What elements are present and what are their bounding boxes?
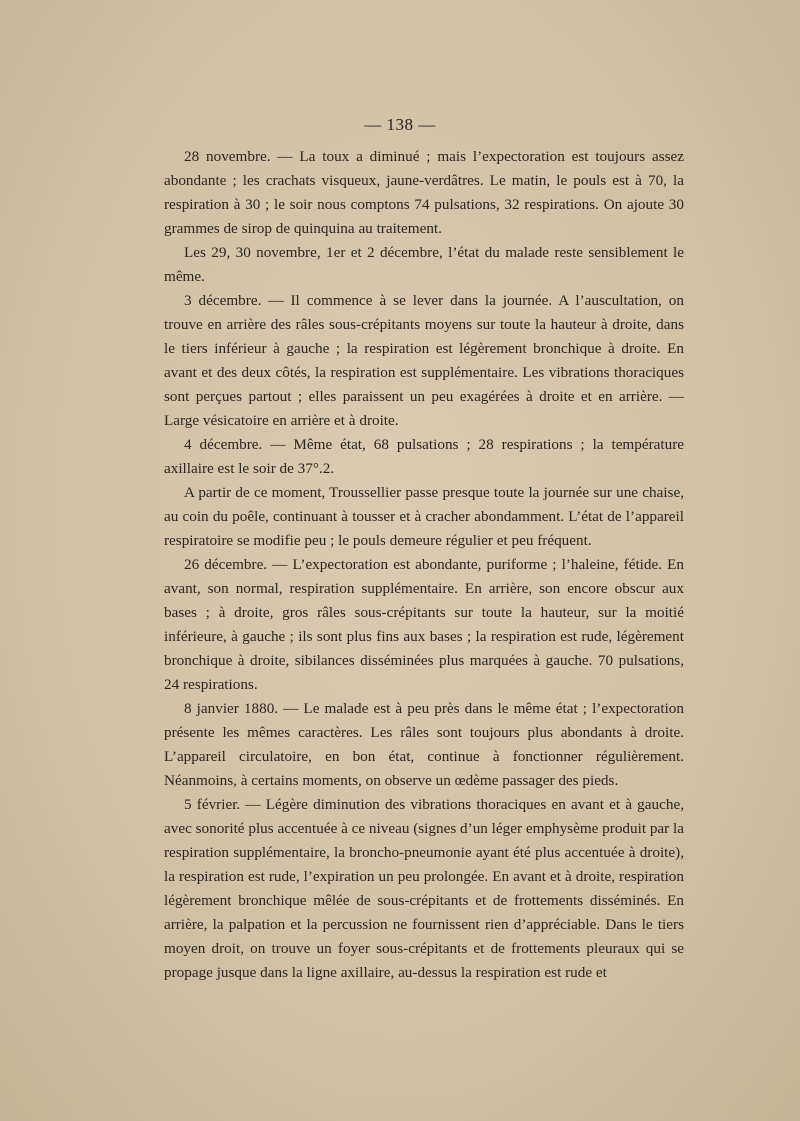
paragraph-5-fevrier: 5 février. — Légère diminution des vibrations thoraciques en avant et à gauche, avec sonorité plus accentuée à ce niveau (signes d’un léger emphysème produit par la respiration supplémentaire, la broncho-pneumonie ayant été plus accentuée à droite), la respiration est rude, l’expiration un peu prolongée. En avant et à droite, respiration légèrement bronchique mêlée de sous-crépitants et de frottements disséminés. En arrière, la palpation et la percussion ne fournissent rien d’appréciable. Dans le tiers moyen droit, on trouve un foyer sous-crépitants et de frottements pleuraux qui se propage jusque dans la ligne axillaire, au-dessus la respiration est rude et <box>164 796 684 981</box>
paragraph-28-novembre: 28 novembre. — La toux a diminué ; mais l’expectoration est toujours assez abondante ; les crachats visqueux, jaune-verdâtres. Le matin, le pouls est à 70, la respiration à 30 ; le soir nous comptons 74 pulsations, 32 respirations. On ajoute 30 grammes de sirop de quinquina au traitement. <box>164 148 684 237</box>
paragraph-29-novembre: Les 29, 30 novembre, 1er et 2 décembre, l’état du malade reste sensiblement le même. <box>164 244 684 285</box>
body-text <box>164 145 684 985</box>
paragraph-4-decembre: 4 décembre. — Même état, 68 pulsations ; 28 respirations ; la température axillaire est le soir de 37°.2. <box>164 436 684 477</box>
paragraph-8-janvier: 8 janvier 1880. — Le malade est à peu près dans le même état ; l’expectoration présente les mêmes caractères. Les râles sont toujours plus abondants à droite. L’appareil circulatoire, en bon état, continue à fonctionner régulièrement. Néanmoins, à certains moments, on observe un œdème passager des pieds. <box>164 700 684 789</box>
page-number: — 138 — <box>364 115 436 134</box>
paragraph-3-decembre: 3 décembre. — Il commence à se lever dans la journée. A l’auscultation, on trouve en arrière des râles sous-crépitants moyens sur toute la hauteur à droite, dans le tiers inférieur à gauche ; la respiration est légèrement bronchique à droite. En avant et des deux côtés, la respiration est supplémentaire. Les vibrations thoraciques sont perçues partout ; elles paraissent un peu exagérées à droite et en arrière. — Large vésicatoire en arrière et à droite. <box>164 292 684 429</box>
paragraph-a-partir: A partir de ce moment, Troussellier passe presque toute la journée sur une chaise, au coin du poêle, continuant à tousser et à cracher abondamment. L’état de l’appareil respiratoire se modifie peu ; le pouls demeure régulier et peu fréquent. <box>164 484 684 549</box>
paragraph-26-decembre: 26 décembre. — L’expectoration est abondante, puriforme ; l’haleine, fétide. En avant, son normal, respiration supplémentaire. En arrière, son encore obscur aux bases ; à droite, gros râles sous-crépitants sur toute la hauteur, sur la moitié inférieure, à gauche ; ils sont plus fins aux bases ; la respiration est rude, légèrement bronchique à droite, sibilances disséminées plus marquées à gauche. 70 pulsations, 24 respirations. <box>164 556 684 693</box>
